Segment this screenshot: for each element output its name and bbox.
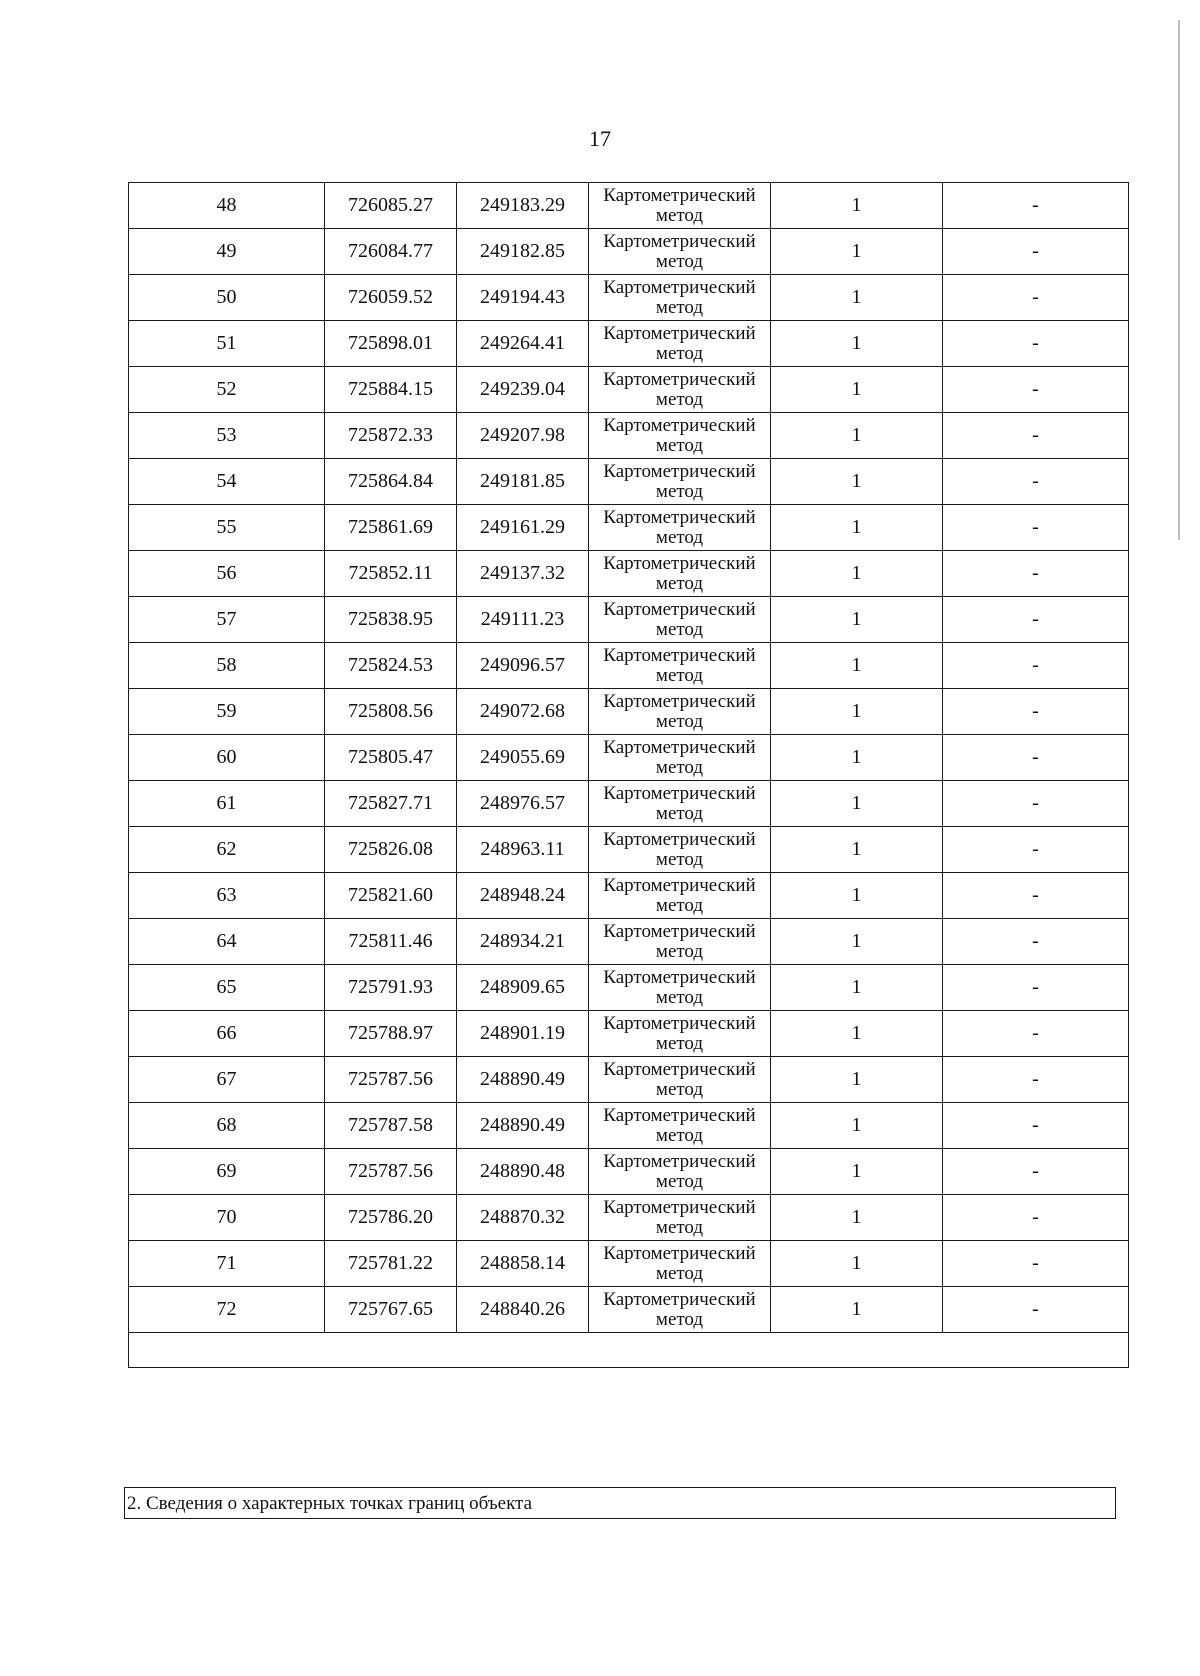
x-coordinate-cell: 725811.46 [325,919,457,965]
point-number-cell: 65 [129,965,325,1011]
method-cell: Картометрический метод [589,459,771,505]
y-coordinate-cell: 249194.43 [457,275,589,321]
accuracy-cell: 1 [771,275,943,321]
page-number: 17 [589,126,611,151]
accuracy-cell: 1 [771,1149,943,1195]
point-number-cell: 54 [129,459,325,505]
y-coordinate-cell: 248890.49 [457,1103,589,1149]
method-cell: Картометрический метод [589,229,771,275]
table-row [129,1103,1129,1149]
x-coordinate-cell: 725872.33 [325,413,457,459]
method-cell: Картометрический метод [589,505,771,551]
table-row [129,965,1129,1011]
accuracy-cell: 1 [771,827,943,873]
accuracy-cell: 1 [771,551,943,597]
scan-edge-line [1178,20,1180,540]
table-row [129,827,1129,873]
accuracy-cell: 1 [771,321,943,367]
note-cell: - [943,827,1129,873]
method-cell: Картометрический метод [589,1103,771,1149]
x-coordinate-cell: 725861.69 [325,505,457,551]
table-row [129,505,1129,551]
y-coordinate-cell: 248840.26 [457,1287,589,1333]
point-number-cell: 58 [129,643,325,689]
section-heading: 2. Сведения о характерных точках границ объекта [124,1487,1116,1519]
x-coordinate-cell: 725805.47 [325,735,457,781]
y-coordinate-cell: 248963.11 [457,827,589,873]
accuracy-cell: 1 [771,781,943,827]
note-cell: - [943,459,1129,505]
point-number-cell: 64 [129,919,325,965]
note-cell: - [943,1011,1129,1057]
note-cell: - [943,413,1129,459]
note-cell: - [943,873,1129,919]
y-coordinate-cell: 248890.48 [457,1149,589,1195]
table-row [129,597,1129,643]
x-coordinate-cell: 725786.20 [325,1195,457,1241]
table-row [129,413,1129,459]
table-row [129,1195,1129,1241]
accuracy-cell: 1 [771,597,943,643]
y-coordinate-cell: 249111.23 [457,597,589,643]
point-number-cell: 71 [129,1241,325,1287]
table-row [129,459,1129,505]
accuracy-cell: 1 [771,413,943,459]
y-coordinate-cell: 249072.68 [457,689,589,735]
point-number-cell: 53 [129,413,325,459]
table-row [129,1057,1129,1103]
empty-cell [129,1333,1129,1368]
point-number-cell: 60 [129,735,325,781]
x-coordinate-cell: 725808.56 [325,689,457,735]
method-cell: Картометрический метод [589,689,771,735]
point-number-cell: 49 [129,229,325,275]
x-coordinate-cell: 725824.53 [325,643,457,689]
note-cell: - [943,505,1129,551]
note-cell: - [943,1241,1129,1287]
table-row [129,367,1129,413]
note-cell: - [943,367,1129,413]
point-number-cell: 55 [129,505,325,551]
accuracy-cell: 1 [771,919,943,965]
accuracy-cell: 1 [771,1241,943,1287]
point-number-cell: 66 [129,1011,325,1057]
note-cell: - [943,183,1129,229]
table-row [129,183,1129,229]
table-row [129,1149,1129,1195]
x-coordinate-cell: 725791.93 [325,965,457,1011]
note-cell: - [943,965,1129,1011]
y-coordinate-cell: 248934.21 [457,919,589,965]
point-number-cell: 62 [129,827,325,873]
note-cell: - [943,1103,1129,1149]
x-coordinate-cell: 725898.01 [325,321,457,367]
note-cell: - [943,735,1129,781]
note-cell: - [943,321,1129,367]
method-cell: Картометрический метод [589,735,771,781]
x-coordinate-cell: 725821.60 [325,873,457,919]
x-coordinate-cell: 725787.56 [325,1057,457,1103]
y-coordinate-cell: 249096.57 [457,643,589,689]
point-number-cell: 72 [129,1287,325,1333]
x-coordinate-cell: 726059.52 [325,275,457,321]
y-coordinate-cell: 248909.65 [457,965,589,1011]
x-coordinate-cell: 725781.22 [325,1241,457,1287]
method-cell: Картометрический метод [589,1287,771,1333]
note-cell: - [943,275,1129,321]
x-coordinate-cell: 725826.08 [325,827,457,873]
point-number-cell: 63 [129,873,325,919]
table-row [129,873,1129,919]
x-coordinate-cell: 726085.27 [325,183,457,229]
accuracy-cell: 1 [771,735,943,781]
method-cell: Картометрический метод [589,321,771,367]
y-coordinate-cell: 249161.29 [457,505,589,551]
table-row [129,321,1129,367]
method-cell: Картометрический метод [589,1149,771,1195]
method-cell: Картометрический метод [589,413,771,459]
point-number-cell: 56 [129,551,325,597]
x-coordinate-cell: 725827.71 [325,781,457,827]
accuracy-cell: 1 [771,1057,943,1103]
method-cell: Картометрический метод [589,643,771,689]
method-cell: Картометрический метод [589,919,771,965]
method-cell: Картометрический метод [589,275,771,321]
accuracy-cell: 1 [771,505,943,551]
method-cell: Картометрический метод [589,597,771,643]
point-number-cell: 68 [129,1103,325,1149]
point-number-cell: 50 [129,275,325,321]
x-coordinate-cell: 725838.95 [325,597,457,643]
y-coordinate-cell: 248901.19 [457,1011,589,1057]
point-number-cell: 57 [129,597,325,643]
point-number-cell: 51 [129,321,325,367]
y-coordinate-cell: 248858.14 [457,1241,589,1287]
y-coordinate-cell: 249182.85 [457,229,589,275]
coordinates-table-body [129,183,1129,1368]
note-cell: - [943,597,1129,643]
y-coordinate-cell: 249055.69 [457,735,589,781]
x-coordinate-cell: 725767.65 [325,1287,457,1333]
note-cell: - [943,1149,1129,1195]
method-cell: Картометрический метод [589,1241,771,1287]
point-number-cell: 70 [129,1195,325,1241]
point-number-cell: 69 [129,1149,325,1195]
x-coordinate-cell: 726084.77 [325,229,457,275]
x-coordinate-cell: 725884.15 [325,367,457,413]
point-number-cell: 61 [129,781,325,827]
method-cell: Картометрический метод [589,873,771,919]
point-number-cell: 52 [129,367,325,413]
accuracy-cell: 1 [771,965,943,1011]
accuracy-cell: 1 [771,183,943,229]
method-cell: Картометрический метод [589,1057,771,1103]
x-coordinate-cell: 725852.11 [325,551,457,597]
table-row [129,1241,1129,1287]
x-coordinate-cell: 725864.84 [325,459,457,505]
table-row [129,551,1129,597]
table-row [129,689,1129,735]
method-cell: Картометрический метод [589,1195,771,1241]
table-row [129,919,1129,965]
accuracy-cell: 1 [771,643,943,689]
accuracy-cell: 1 [771,459,943,505]
method-cell: Картометрический метод [589,1011,771,1057]
table-row [129,1287,1129,1333]
note-cell: - [943,551,1129,597]
method-cell: Картометрический метод [589,781,771,827]
accuracy-cell: 1 [771,1195,943,1241]
note-cell: - [943,919,1129,965]
coordinates-table [128,182,1129,1368]
table-row [129,275,1129,321]
table-row [129,735,1129,781]
accuracy-cell: 1 [771,873,943,919]
table-row [129,229,1129,275]
table-row [129,781,1129,827]
y-coordinate-cell: 248948.24 [457,873,589,919]
point-number-cell: 67 [129,1057,325,1103]
note-cell: - [943,1057,1129,1103]
note-cell: - [943,229,1129,275]
note-cell: - [943,1287,1129,1333]
method-cell: Картометрический метод [589,965,771,1011]
x-coordinate-cell: 725787.56 [325,1149,457,1195]
x-coordinate-cell: 725788.97 [325,1011,457,1057]
empty-table-row [129,1333,1129,1368]
note-cell: - [943,689,1129,735]
note-cell: - [943,781,1129,827]
table-row [129,643,1129,689]
table-row [129,1011,1129,1057]
method-cell: Картометрический метод [589,827,771,873]
accuracy-cell: 1 [771,229,943,275]
y-coordinate-cell: 249264.41 [457,321,589,367]
y-coordinate-cell: 248890.49 [457,1057,589,1103]
point-number-cell: 48 [129,183,325,229]
y-coordinate-cell: 249239.04 [457,367,589,413]
accuracy-cell: 1 [771,1287,943,1333]
y-coordinate-cell: 249207.98 [457,413,589,459]
accuracy-cell: 1 [771,367,943,413]
y-coordinate-cell: 248976.57 [457,781,589,827]
method-cell: Картометрический метод [589,183,771,229]
note-cell: - [943,1195,1129,1241]
note-cell: - [943,643,1129,689]
x-coordinate-cell: 725787.58 [325,1103,457,1149]
method-cell: Картометрический метод [589,551,771,597]
y-coordinate-cell: 249137.32 [457,551,589,597]
y-coordinate-cell: 249181.85 [457,459,589,505]
accuracy-cell: 1 [771,1011,943,1057]
y-coordinate-cell: 248870.32 [457,1195,589,1241]
y-coordinate-cell: 249183.29 [457,183,589,229]
accuracy-cell: 1 [771,689,943,735]
point-number-cell: 59 [129,689,325,735]
method-cell: Картометрический метод [589,367,771,413]
accuracy-cell: 1 [771,1103,943,1149]
